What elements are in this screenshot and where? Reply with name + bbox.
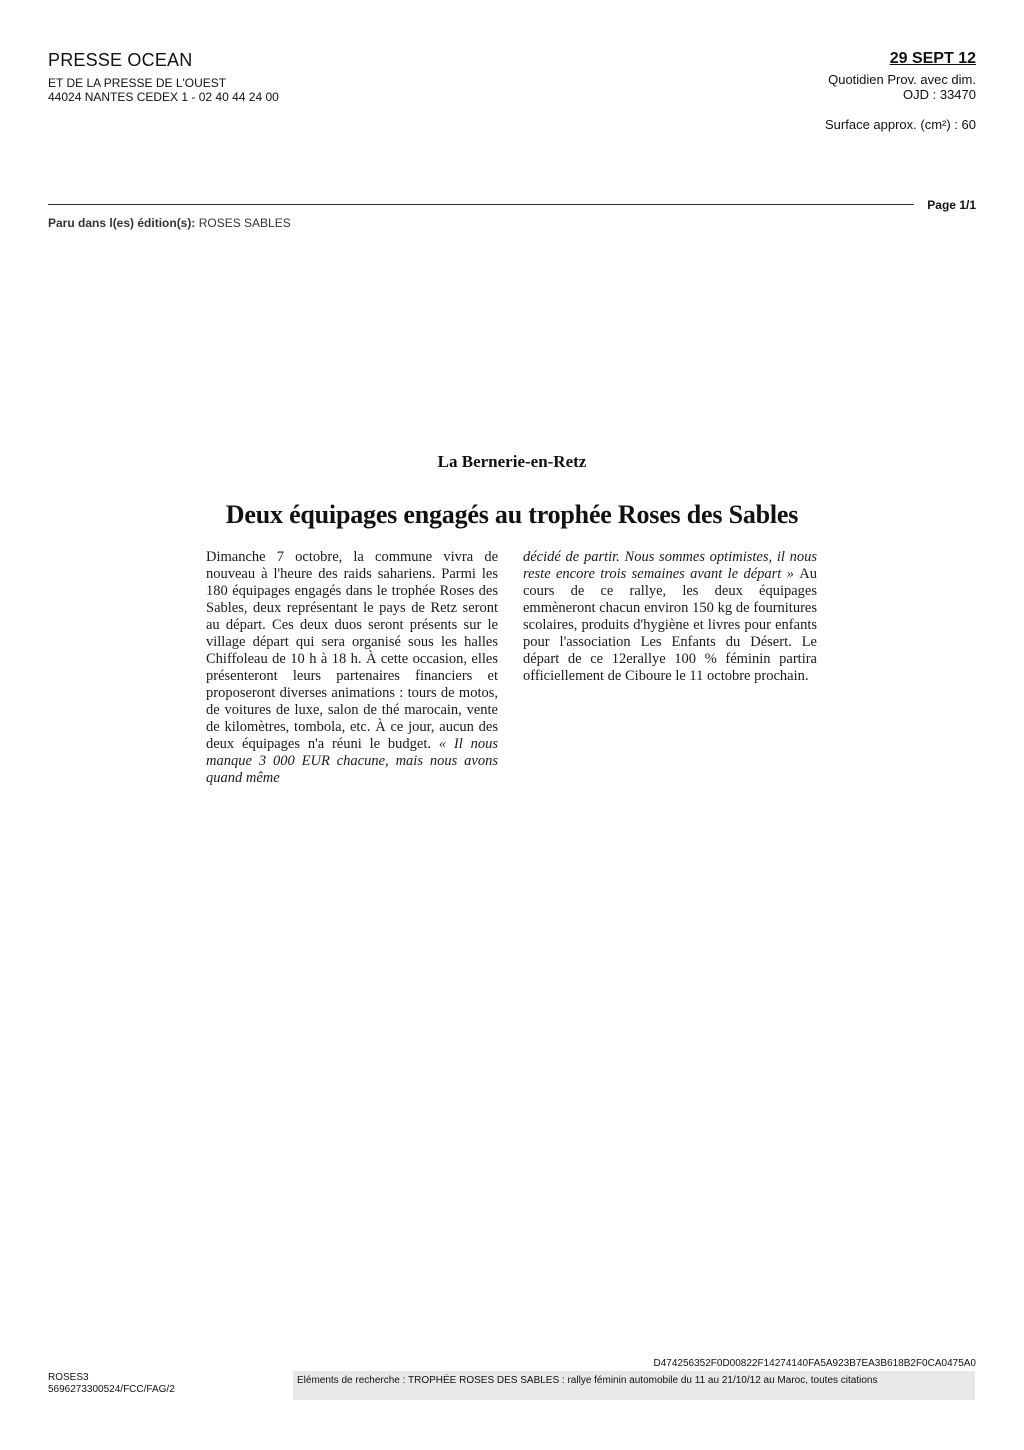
column2-quote: décidé de partir. Nous sommes optimistes, il nous reste encore trois semaines avant le départ » [523,549,817,582]
document-hash: D474256352F0D00822F14274140FA5A923B7EA3B618B2F0CA0475A0 [653,1358,976,1369]
page-number: Page 1/1 [927,198,976,212]
publication-date: 29 SEPT 12 [889,50,976,67]
publication-address: 44024 NANTES CEDEX 1 - 02 40 44 24 00 [48,90,279,104]
reference-code: ROSES3 [48,1372,89,1383]
publication-subtitle: ET DE LA PRESSE DE L'OUEST [48,76,227,90]
edition-label: Paru dans l(es) édition(s): [48,216,196,230]
article-column-2 [523,549,817,685]
header-divider [48,204,914,205]
ojd-circulation: OJD : 33470 [903,87,976,102]
column1-text: Dimanche 7 octobre, la commune vivra de nouveau à l'heure des raids sahariens. Parmi les 180 équipages engagés dans le trophée Roses des Sables, deux représentant le pays de Retz seront au départ. Ces deux duos seront présents sur le village départ qui sera organisé sous les halles Chiffoleau de 10 h à 18 h. À cette occasion, elles présenteront leurs partenaires financiers et proposeront diverses animations : tours de motos, de voitures de luxe, salon de thé marocain, vente de kilomètres, tombola, etc. À ce jour, aucun des deux équipages n'a réuni le budget. [206,549,498,752]
search-elements-text: Eléments de recherche : TROPHÉE ROSES DES SABLES : rallye féminin automobile du 11 au 21/10/12 au Maroc, toutes citations [297,1375,878,1386]
periodicity: Quotidien Prov. avec dim. [828,72,976,87]
surface-area: Surface approx. (cm²) : 60 [825,117,976,132]
edition-line [48,216,291,230]
reference-number: 5696273300524/FCC/FAG/2 [48,1384,175,1395]
column2-text: Au cours de ce rallye, les deux équipages emmèneront chacun environ 150 kg de fournitures scolaires, produits d'hygiène et livres pour enfants pour l'association Les Enfants du Désert. Le départ de ce 12erallye 100 % féminin partira officiellement de Ciboure le 11 octobre prochain. [523,566,817,684]
article-kicker: La Bernerie-en-Retz [437,452,587,471]
column1-quote: « Il nous manque 3 000 EUR chacune, mais nous avons quand même [206,736,498,786]
edition-value: ROSES SABLES [198,216,291,230]
article-column-1 [206,549,498,787]
publication-name: PRESSE OCEAN [48,50,193,70]
article-headline: Deux équipages engagés au trophée Roses des Sables [225,500,799,529]
